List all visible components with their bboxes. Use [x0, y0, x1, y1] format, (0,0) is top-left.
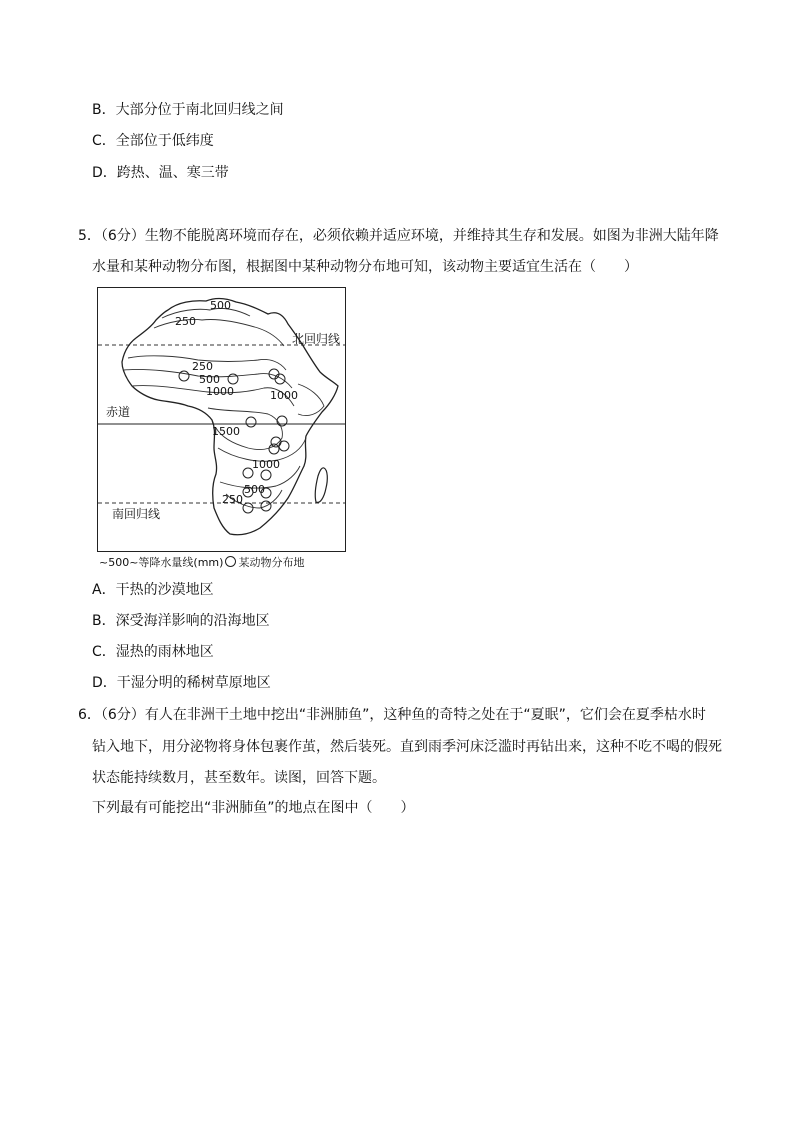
map-legend: [99, 554, 304, 570]
q6-stem-line1: 6．（6分）有人在非洲干土地中挖出“非洲肺鱼”，这种鱼的奇特之处在于“夏眠”，它们会在夏季枯水时: [78, 707, 706, 723]
label-equator: 赤道: [106, 405, 131, 419]
label-500-top: 500: [210, 299, 231, 312]
q6-stem-line4: 下列最有可能挖出“非洲肺鱼”的地点在图中（ ）: [92, 800, 415, 816]
q6-stem-line3: 状态能持续数月，甚至数年。读图，回答下题。: [92, 770, 386, 786]
q5-option-c: C．湿热的雨林地区: [92, 644, 214, 660]
animal-site-circle: [246, 417, 256, 427]
animal-site-circle: [228, 374, 238, 384]
q6-stem-line2: 钻入地下，用分泌物将身体包裹作茧，然后装死。直到雨季河床泛滥时再钻出来，这种不吃不喝的假死: [92, 739, 722, 755]
q5-stem-line1: 5．（6分）生物不能脱离环境而存在，必须依赖并适应环境，并维持其生存和发展。如图为非洲大陆年降: [78, 228, 719, 244]
label-1000-right: 1000: [270, 389, 298, 402]
label-1000-left: 1000: [206, 385, 234, 398]
q5-option-d: D．干湿分明的稀树草原地区: [92, 675, 271, 691]
madagascar-outline: [315, 468, 327, 503]
q5-option-a: A．干热的沙漠地区: [92, 582, 214, 598]
animal-site-circle: [243, 503, 253, 513]
africa-map-svg: [98, 288, 345, 551]
q5-option-b: B．深受海洋影响的沿海地区: [92, 613, 270, 629]
option-c-prev: C．全部位于低纬度: [92, 133, 214, 149]
label-250-south: 250: [222, 493, 243, 506]
animal-site-circle: [243, 468, 253, 478]
q5-stem-line2: 水量和某种动物分布图，根据图中某种动物分布地可知，该动物主要适宜生活在（ ）: [92, 259, 638, 275]
animal-site-circle: [279, 441, 289, 451]
animal-site-circle: [261, 470, 271, 480]
africa-precipitation-map: [97, 287, 346, 552]
label-500-south: 500: [244, 483, 265, 496]
label-1000-south: 1000: [252, 458, 280, 471]
label-1500: 1500: [212, 425, 240, 438]
isohyet-250-north: [154, 319, 284, 346]
isohyet-1000-east: [298, 384, 324, 416]
label-250-mid: 250: [192, 360, 213, 373]
option-b-prev: B．大部分位于南北回归线之间: [92, 102, 284, 118]
option-d-prev: D．跨热、温、寒三带: [92, 165, 229, 181]
label-500-mid: 500: [199, 373, 220, 386]
legend-circle-icon: [225, 556, 236, 567]
legend-animal-text: 某动物分布地: [238, 556, 305, 569]
label-south-tropic: 南回归线: [112, 507, 161, 521]
label-250-top: 250: [175, 315, 196, 328]
animal-site-circle: [275, 374, 285, 384]
legend-isoline-text: ~500~等降水量线(mm): [99, 556, 224, 569]
animal-site-circle: [179, 371, 189, 381]
label-north-tropic: 北回归线: [292, 332, 341, 346]
